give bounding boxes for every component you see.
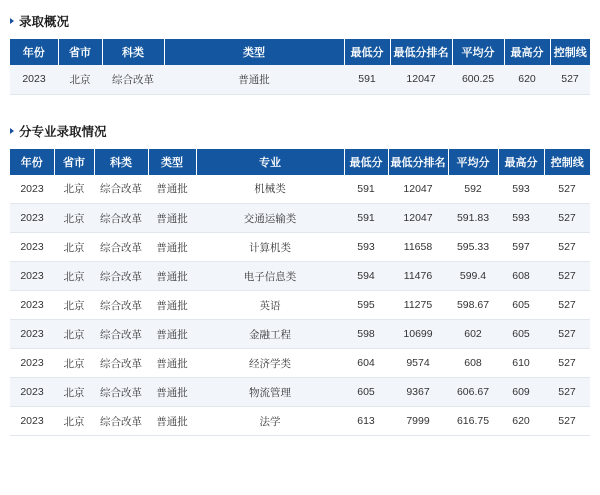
cell-cutoff: 527: [544, 175, 590, 204]
cell-major: 交通运输类: [196, 204, 344, 233]
cell-minrank: 12047: [388, 175, 448, 204]
cell-maxscore: 605: [498, 320, 544, 349]
overview-col-subject: 科类: [102, 39, 164, 65]
cell-type: 普通批: [148, 378, 196, 407]
cell-minscore: 595: [344, 291, 388, 320]
bottom-spacer: [0, 436, 600, 450]
cell-minrank: 12047: [388, 204, 448, 233]
cell-province: 北京: [54, 407, 94, 436]
cell-cutoff: 527: [544, 291, 590, 320]
cell-minscore: 604: [344, 349, 388, 378]
cell-maxscore: 609: [498, 378, 544, 407]
cell-minscore: 605: [344, 378, 388, 407]
cell-minrank: 10699: [388, 320, 448, 349]
cell-avgscore: 606.67: [448, 378, 498, 407]
overview-col-province: 省市: [58, 39, 102, 65]
cell-maxscore: 608: [498, 262, 544, 291]
cell-minrank: 9574: [388, 349, 448, 378]
cell-avgscore: 598.67: [448, 291, 498, 320]
cell-major: 英语: [196, 291, 344, 320]
top-spacer: [0, 0, 600, 11]
cell-maxscore: 620: [504, 65, 550, 94]
cell-major: 法学: [196, 407, 344, 436]
major-table-wrap: [0, 149, 600, 437]
table-row: [10, 262, 590, 291]
cell-minrank: 11275: [388, 291, 448, 320]
cell-cutoff: 527: [544, 320, 590, 349]
cell-year: 2023: [10, 175, 54, 204]
table-row: [10, 291, 590, 320]
major-col-province: 省市: [54, 149, 94, 175]
cell-province: 北京: [54, 320, 94, 349]
major-table-body: [10, 175, 590, 436]
cell-subject: 综合改革: [94, 407, 148, 436]
cell-cutoff: 527: [544, 349, 590, 378]
overview-col-year: 年份: [10, 39, 58, 65]
cell-minscore: 591: [344, 204, 388, 233]
table-row: [10, 65, 590, 94]
cell-province: 北京: [54, 233, 94, 262]
cell-cutoff: 527: [544, 233, 590, 262]
cell-minscore: 593: [344, 233, 388, 262]
major-gap: [0, 141, 600, 149]
cell-minrank: 11476: [388, 262, 448, 291]
cell-cutoff: 527: [544, 407, 590, 436]
cell-year: 2023: [10, 349, 54, 378]
cell-maxscore: 597: [498, 233, 544, 262]
overview-table-wrap: [0, 39, 600, 95]
cell-year: 2023: [10, 378, 54, 407]
overview-col-cutoff: 控制线: [550, 39, 590, 65]
major-table-head: [10, 149, 590, 175]
cell-type: 普通批: [148, 291, 196, 320]
overview-col-minscore: 最低分: [344, 39, 390, 65]
cell-subject: 综合改革: [94, 291, 148, 320]
cell-year: 2023: [10, 233, 54, 262]
cell-minrank: 11658: [388, 233, 448, 262]
cell-avgscore: 608: [448, 349, 498, 378]
table-row: [10, 204, 590, 233]
cell-maxscore: 593: [498, 204, 544, 233]
cell-type: 普通批: [148, 204, 196, 233]
cell-minrank: 9367: [388, 378, 448, 407]
cell-year: 2023: [10, 407, 54, 436]
cell-major: 计算机类: [196, 233, 344, 262]
cell-type: 普通批: [148, 349, 196, 378]
cell-year: 2023: [10, 291, 54, 320]
cell-subject: 综合改革: [94, 233, 148, 262]
cell-cutoff: 527: [550, 65, 590, 94]
overview-table: [10, 39, 590, 95]
overview-title-text: 录取概况: [19, 15, 70, 29]
overview-table-body: [10, 65, 590, 94]
major-col-maxscore: 最高分: [498, 149, 544, 175]
cell-avgscore: 616.75: [448, 407, 498, 436]
cell-avgscore: 599.4: [448, 262, 498, 291]
cell-year: 2023: [10, 320, 54, 349]
cell-year: 2023: [10, 204, 54, 233]
cell-year: 2023: [10, 262, 54, 291]
cell-avgscore: 600.25: [452, 65, 504, 94]
major-col-subject: 科类: [94, 149, 148, 175]
cell-minscore: 598: [344, 320, 388, 349]
cell-cutoff: 527: [544, 204, 590, 233]
cell-maxscore: 605: [498, 291, 544, 320]
cell-province: 北京: [54, 175, 94, 204]
cell-type: 普通批: [164, 65, 344, 94]
major-col-minscore: 最低分: [344, 149, 388, 175]
table-row: [10, 378, 590, 407]
major-col-major: 专业: [196, 149, 344, 175]
cell-major: 电子信息类: [196, 262, 344, 291]
overview-gap: [0, 31, 600, 39]
cell-avgscore: 602: [448, 320, 498, 349]
cell-maxscore: 620: [498, 407, 544, 436]
bullet-icon: [10, 128, 14, 134]
cell-minscore: 591: [344, 65, 390, 94]
cell-minrank: 12047: [390, 65, 452, 94]
table-row: [10, 320, 590, 349]
overview-col-maxscore: 最高分: [504, 39, 550, 65]
cell-type: 普通批: [148, 262, 196, 291]
cell-province: 北京: [58, 65, 102, 94]
cell-subject: 综合改革: [94, 204, 148, 233]
cell-subject: 综合改革: [94, 378, 148, 407]
mid-spacer-2: [0, 108, 600, 121]
overview-table-head: [10, 39, 590, 65]
major-title-text: 分专业录取情况: [19, 124, 107, 139]
cell-avgscore: 591.83: [448, 204, 498, 233]
major-header-row: [10, 149, 590, 175]
cell-province: 北京: [54, 349, 94, 378]
overview-col-avgscore: 平均分: [452, 39, 504, 65]
table-row: [10, 175, 590, 204]
cell-major: 金融工程: [196, 320, 344, 349]
cell-cutoff: 527: [544, 262, 590, 291]
cell-major: 机械类: [196, 175, 344, 204]
cell-type: 普通批: [148, 175, 196, 204]
major-col-cutoff: 控制线: [544, 149, 590, 175]
cell-major: 物流管理: [196, 378, 344, 407]
major-table: [10, 149, 590, 437]
cell-avgscore: 592: [448, 175, 498, 204]
major-col-minrank: 最低分排名: [388, 149, 448, 175]
cell-year: 2023: [10, 65, 58, 94]
cell-type: 普通批: [148, 407, 196, 436]
cell-subject: 综合改革: [94, 349, 148, 378]
table-row: [10, 349, 590, 378]
overview-col-minrank: 最低分排名: [390, 39, 452, 65]
section-title-overview: [0, 11, 600, 31]
cell-subject: 综合改革: [94, 320, 148, 349]
cell-subject: 综合改革: [94, 262, 148, 291]
overview-header-row: [10, 39, 590, 65]
cell-province: 北京: [54, 378, 94, 407]
cell-major: 经济学类: [196, 349, 344, 378]
mid-spacer: [0, 95, 600, 108]
major-col-type: 类型: [148, 149, 196, 175]
cell-avgscore: 595.33: [448, 233, 498, 262]
cell-maxscore: 610: [498, 349, 544, 378]
table-row: [10, 233, 590, 262]
cell-type: 普通批: [148, 320, 196, 349]
major-col-year: 年份: [10, 149, 54, 175]
major-col-avgscore: 平均分: [448, 149, 498, 175]
cell-province: 北京: [54, 291, 94, 320]
cell-province: 北京: [54, 204, 94, 233]
cell-type: 普通批: [148, 233, 196, 262]
cell-minscore: 613: [344, 407, 388, 436]
table-row: [10, 407, 590, 436]
cell-subject: 综合改革: [94, 175, 148, 204]
cell-minscore: 594: [344, 262, 388, 291]
cell-province: 北京: [54, 262, 94, 291]
section-title-major: [0, 121, 600, 141]
cell-minrank: 7999: [388, 407, 448, 436]
cell-cutoff: 527: [544, 378, 590, 407]
bullet-icon: [10, 18, 14, 24]
cell-subject: 综合改革: [102, 65, 164, 94]
overview-col-type: 类型: [164, 39, 344, 65]
cell-maxscore: 593: [498, 175, 544, 204]
cell-minscore: 591: [344, 175, 388, 204]
